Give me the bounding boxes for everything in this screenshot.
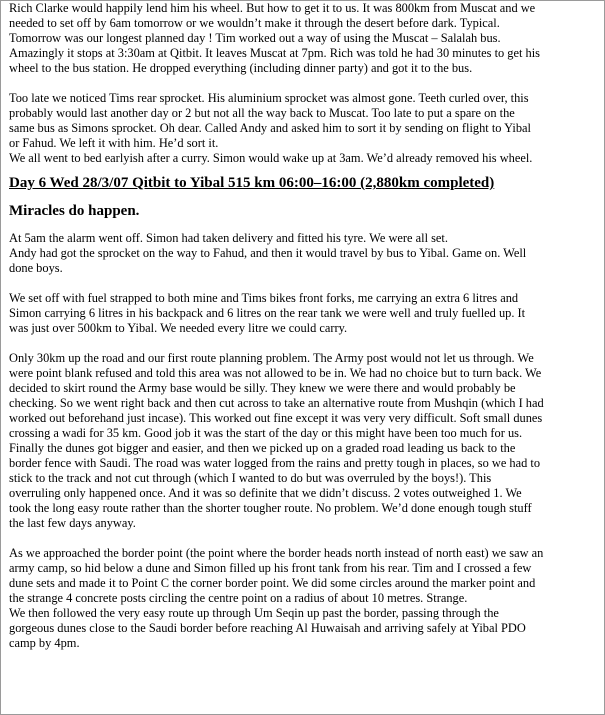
section-heading: Miracles do happen. bbox=[9, 203, 140, 219]
text-line: decided to skirt round the Army base would be silly. They knew we were there and would probably be bbox=[9, 381, 516, 395]
text-line: were point blank refused and told this area was not allowed to be in. We had no choice but to turn back. We bbox=[9, 366, 542, 380]
text-line: We set off with fuel strapped to both mine and Tims bikes front forks, me carrying an extra 6 litres and bbox=[9, 291, 519, 305]
text-line: Andy had got the sprocket on the way to Fahud, and then it would travel by bus to Yibal. Game on. Well bbox=[9, 246, 527, 260]
text-line: Only 30km up the road and our first route planning problem. The Army post would not let us through. We bbox=[9, 351, 534, 365]
text-line: checking. So we went right back and then cut across to take an alternative route from Mushqin (which I had bbox=[9, 396, 544, 410]
text-line: As we approached the border point (the point where the border heads north instead of north east) we saw an bbox=[9, 546, 544, 560]
text-line: the last few days anyway. bbox=[9, 516, 136, 530]
text-line: border fence with Saudi. The road was water logged from the rains and pretty tough in places, so we had to bbox=[9, 456, 541, 470]
text-line: worked out beforehand just incase). This worked out fine except it was very very difficult. Soft small dunes bbox=[9, 411, 543, 425]
text-line: needed to set off by 6am tomorrow or we wouldn’t make it through the desert before dark. Typical. bbox=[9, 16, 500, 30]
text-line: At 5am the alarm went off. Simon had taken delivery and fitted his tyre. We were all set. bbox=[9, 231, 448, 245]
text-line: same bus as Simons sprocket. Oh dear. Called Andy and asked him to sort it by sending on flight to Yibal bbox=[9, 121, 531, 135]
day-heading: Day 6 Wed 28/3/07 Qitbit to Yibal 515 km 06:00–16:00 (2,880km completed) bbox=[9, 175, 495, 191]
paragraph-route-problem bbox=[9, 351, 597, 531]
text-line: done boys. bbox=[9, 261, 63, 275]
paragraph-sprocket bbox=[9, 91, 597, 166]
text-line: the strange 4 concrete posts circling the centre point on a radius of about 10 metres. Strange. bbox=[9, 591, 468, 605]
text-line: We all went to bed earlyish after a curry. Simon would wake up at 3am. We’d already removed his wheel. bbox=[9, 151, 533, 165]
text-line: stick to the track and not cut through (which I wanted to do but was overruled by the boys!). This bbox=[9, 471, 492, 485]
text-line: Simon carrying 6 litres in his backpack and 6 litres on the rear tank we were well and truly fuelled up. It bbox=[9, 306, 526, 320]
text-line: Rich Clarke would happily lend him his wheel. But how to get it to us. It was 800km from Muscat and we bbox=[9, 1, 536, 15]
text-line: gorgeous dunes close to the Saudi border before reaching Al Huwaisah and arriving safely at Yibal PDO bbox=[9, 621, 526, 635]
text-line: Too late we noticed Tims rear sprocket. His aluminium sprocket was almost gone. Teeth curled over, this bbox=[9, 91, 529, 105]
paragraph-fuel bbox=[9, 291, 597, 336]
text-line: overruling only happened once. And it was so definite that we didn’t discuss. 2 votes outweighed 1. We bbox=[9, 486, 522, 500]
text-line: army camp, so hid below a dune and Simon filled up his front tank from his rear. Tim and I crossed a few bbox=[9, 561, 532, 575]
text-line: Amazingly it stops at 3:30am at Qitbit. It leaves Muscat at 7pm. Rich was told he had 30 minutes to get his bbox=[9, 46, 540, 60]
paragraph-wheel-loan bbox=[9, 1, 597, 76]
paragraph-border-point bbox=[9, 546, 597, 651]
text-line: dune sets and made it to Point C the corner border point. We did some circles around the marker point and bbox=[9, 576, 536, 590]
text-line: was just over 500km to Yibal. We needed every litre we could carry. bbox=[9, 321, 348, 335]
text-line: We then followed the very easy route up through Um Seqin up past the border, passing through the bbox=[9, 606, 499, 620]
text-line: crossing a wadi for 35 km. Good job it was the start of the day or this might have been too much for us. bbox=[9, 426, 523, 440]
text-line: or Fahud. We left it with him. He’d sort it. bbox=[9, 136, 219, 150]
text-line: took the long easy route rather than the shorter tougher route. No problem. We’d done enough tough stuff bbox=[9, 501, 532, 515]
text-line: probably would last another day or 2 but not all the way back to Muscat. Too late to put a spare on the bbox=[9, 106, 515, 120]
paragraph-alarm bbox=[9, 231, 597, 276]
text-line: camp by 4pm. bbox=[9, 636, 80, 650]
text-line: Tomorrow was our longest planned day ! Tim worked out a way of using the Muscat – Salalah bus. bbox=[9, 31, 501, 45]
text-line: Finally the dunes got bigger and easier, and then we picked up on a graded road leading us back to the bbox=[9, 441, 516, 455]
text-line: wheel to the bus station. He dropped everything (including dinner party) and got it to the bus. bbox=[9, 61, 473, 75]
